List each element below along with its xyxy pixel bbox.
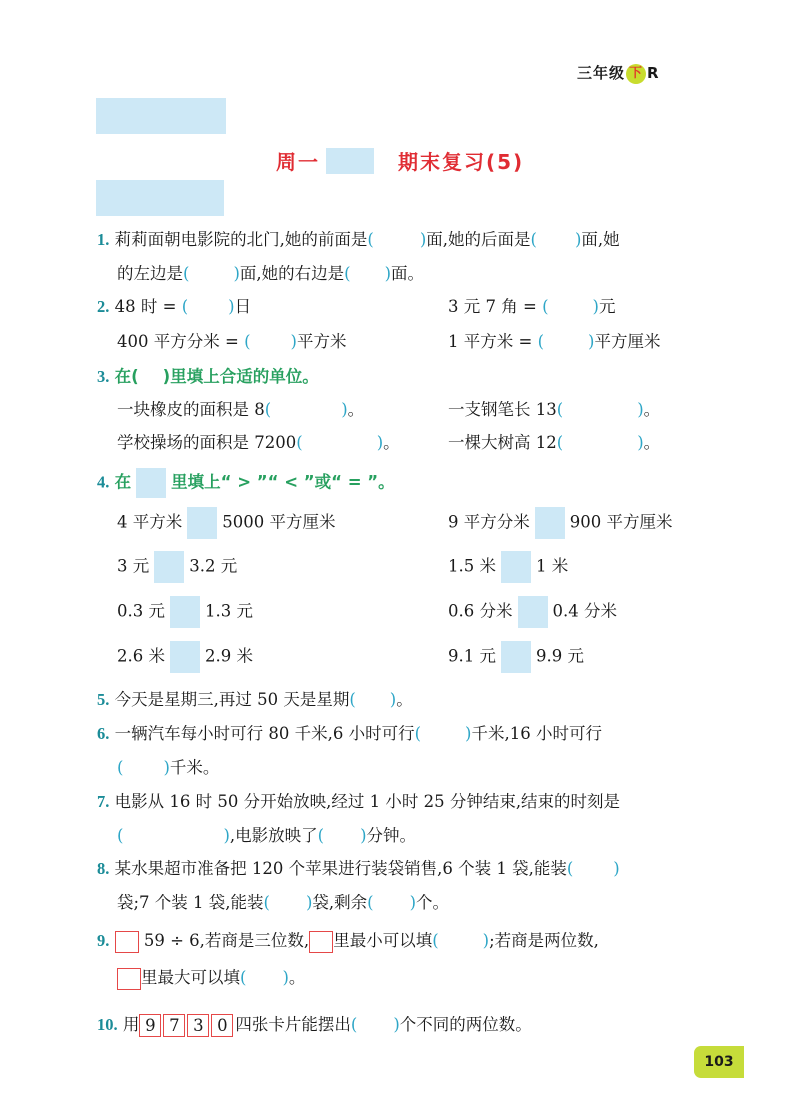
answer-blank: ( ) xyxy=(530,230,582,249)
compare-left: 3 元 xyxy=(117,556,150,576)
compare-row-3-left xyxy=(117,596,253,628)
q3-a-text: 一块橡皮的面积是 8 xyxy=(117,400,265,419)
q3-title-a: 在( xyxy=(114,367,139,386)
question-number: 2. xyxy=(97,297,110,316)
question-10 xyxy=(97,1011,532,1037)
q1-text-e: 面,她的右边是 xyxy=(239,264,345,283)
compare-answer-box[interactable] xyxy=(535,507,565,539)
q1-text-a: 莉莉面朝电影院的北门,她的前面是 xyxy=(114,230,368,249)
question-number: 7. xyxy=(97,792,110,811)
q2-c-text: 400 平方分米 = xyxy=(117,332,239,351)
q2-a-unit: 日 xyxy=(234,297,252,316)
number-card: 7 xyxy=(163,1014,185,1037)
answer-blank: ( ) xyxy=(367,893,417,912)
answer-blank: ( ) xyxy=(181,297,235,316)
highlight-box-top xyxy=(96,98,226,134)
q3-c-end: 。 xyxy=(383,433,400,452)
question-3-item-d xyxy=(448,429,660,453)
compare-left: 1.5 米 xyxy=(448,556,496,576)
question-number: 8. xyxy=(97,859,110,878)
q3-b-end: 。 xyxy=(643,400,661,419)
page-number: 103 xyxy=(694,1046,744,1078)
compare-left: 0.6 分米 xyxy=(448,601,513,621)
q1-text-c: 面,她 xyxy=(581,230,620,249)
answer-blank: ( ) xyxy=(349,690,397,709)
digit-box[interactable] xyxy=(117,968,141,990)
number-card: 9 xyxy=(139,1014,161,1037)
q3-title-b: )里填上合适的单位。 xyxy=(162,367,319,386)
compare-answer-box[interactable] xyxy=(170,596,200,628)
compare-left: 9 平方分米 xyxy=(448,512,530,532)
question-3-item-c xyxy=(117,429,400,453)
question-6-line-1 xyxy=(97,720,602,744)
q8-text-a: 某水果超市准备把 120 个苹果进行装袋销售,6 个装 1 袋,能装 xyxy=(114,859,567,878)
q10-text-c: 个不同的两位数。 xyxy=(399,1015,532,1034)
question-3-item-a xyxy=(117,396,364,420)
question-number: 5. xyxy=(97,690,110,709)
q8-text-c: 袋,剩余 xyxy=(312,893,368,912)
compare-right: 9.9 元 xyxy=(536,646,584,666)
digit-box[interactable] xyxy=(115,931,139,953)
question-number: 1. xyxy=(97,230,110,249)
compare-row-1-left xyxy=(117,507,336,539)
question-7-line-1 xyxy=(97,788,620,812)
q2-d-text: 1 平方米 = xyxy=(448,332,533,351)
q2-d-unit: 平方厘米 xyxy=(594,332,661,351)
answer-blank: ( ) xyxy=(240,968,289,987)
q9-text-e: 。 xyxy=(288,968,306,987)
q7-text-a: 电影从 16 时 50 分开始放映,经过 1 小时 25 分钟结束,结束的时刻是 xyxy=(114,792,621,811)
question-2-item-a xyxy=(97,293,251,317)
q3-c-text: 学校操场的面积是 7200 xyxy=(117,433,297,452)
q1-text-d: 的左边是 xyxy=(117,264,183,283)
answer-blank: ( ) xyxy=(264,400,348,419)
q3-b-text: 一支钢笔长 13 xyxy=(448,400,557,419)
q4-title-a: 在 xyxy=(114,472,132,492)
question-2-item-b xyxy=(448,293,615,317)
q6-text-b: 千米,16 小时可行 xyxy=(471,724,602,743)
q3-d-text: 一棵大树高 12 xyxy=(448,433,557,452)
compare-answer-box[interactable] xyxy=(170,641,200,673)
compare-row-4-right xyxy=(448,641,584,673)
title-right: 期末复习(5) xyxy=(398,150,525,174)
question-4-title xyxy=(97,468,395,498)
compare-answer-box[interactable] xyxy=(154,551,184,583)
q8-text-d: 个。 xyxy=(416,893,450,912)
answer-blank: ( ) xyxy=(542,297,599,316)
q1-text-f: 面。 xyxy=(391,264,424,283)
answer-blank: ( ) xyxy=(317,826,367,845)
question-number: 6. xyxy=(97,724,110,743)
question-3-item-b xyxy=(448,396,660,420)
q5-end: 。 xyxy=(396,690,413,709)
q3-d-end: 。 xyxy=(643,433,661,452)
question-8-line-1 xyxy=(97,855,620,879)
q1-text-b: 面,她的后面是 xyxy=(426,230,531,249)
answer-blank: ( ) xyxy=(367,230,427,249)
answer-blank: ( ) xyxy=(556,433,644,452)
question-9-line-2 xyxy=(117,964,305,990)
q7-text-c: 分钟。 xyxy=(366,826,416,845)
grade-text: 三年级 xyxy=(577,64,626,82)
compare-right: 1.3 元 xyxy=(205,601,253,621)
compare-box-sample xyxy=(136,468,166,498)
compare-right: 5000 平方厘米 xyxy=(222,512,336,532)
answer-blank: ( ) xyxy=(344,264,391,283)
question-number: 9. xyxy=(97,931,110,950)
q6-text-c: 千米。 xyxy=(169,758,220,777)
grade-label xyxy=(577,62,660,84)
compare-right: 1 米 xyxy=(536,556,569,576)
question-1-line-2 xyxy=(117,260,424,284)
answer-blank: ( ) xyxy=(183,264,240,283)
question-3-title xyxy=(97,363,319,387)
answer-blank: ( ) xyxy=(432,931,490,950)
question-2-item-c xyxy=(117,328,346,352)
question-2-item-d xyxy=(448,328,660,352)
compare-row-2-right xyxy=(448,551,568,583)
grade-badge: 下 xyxy=(626,64,646,84)
question-number: 10. xyxy=(97,1015,118,1034)
question-5 xyxy=(97,686,413,710)
answer-blank: ( ) xyxy=(263,893,313,912)
question-number: 3. xyxy=(97,367,110,386)
title-blank-box xyxy=(326,148,374,174)
answer-blank: ( ) xyxy=(537,332,595,351)
q2-b-text: 3 元 7 角 = xyxy=(448,297,537,316)
answer-blank: ( ) xyxy=(117,826,230,845)
title-left: 周一 xyxy=(276,150,320,174)
compare-left: 4 平方米 xyxy=(117,512,183,532)
q9-text-a: 59 ÷ 6,若商是三位数, xyxy=(143,931,310,950)
q4-title-b: 里填上“ > ”“ < ”或“ = ”。 xyxy=(171,472,395,492)
q10-text-b: 四张卡片能摆出 xyxy=(235,1015,351,1034)
answer-blank: ( ) xyxy=(414,724,472,743)
page-title xyxy=(276,146,524,175)
compare-row-1-right xyxy=(448,507,673,539)
q8-text-b: 袋;7 个装 1 袋,能装 xyxy=(117,893,264,912)
highlight-box-mid xyxy=(96,180,224,216)
question-9-line-1 xyxy=(97,927,599,953)
compare-row-3-right xyxy=(448,596,617,628)
q9-text-d: 里最大可以填 xyxy=(141,968,240,987)
q9-text-c: ;若商是两位数, xyxy=(489,931,599,950)
digit-box[interactable] xyxy=(309,931,333,953)
q3-a-end: 。 xyxy=(347,400,365,419)
number-card: 3 xyxy=(187,1014,209,1037)
q7-text-b: ,电影放映了 xyxy=(229,826,318,845)
question-7-line-2 xyxy=(117,822,416,846)
compare-right: 3.2 元 xyxy=(189,556,238,576)
compare-left: 0.3 元 xyxy=(117,601,165,621)
compare-answer-box[interactable] xyxy=(187,507,217,539)
compare-row-2-left xyxy=(117,551,237,583)
question-6-line-2 xyxy=(117,754,219,778)
q10-text-a: 用 xyxy=(122,1015,140,1034)
compare-right: 0.4 分米 xyxy=(552,601,617,621)
grade-suffix: R xyxy=(647,64,660,82)
answer-blank: ( ) xyxy=(556,400,644,419)
compare-row-4-left xyxy=(117,641,253,673)
q2-a-text: 48 时 = xyxy=(114,297,177,316)
compare-answer-box[interactable] xyxy=(518,596,548,628)
number-card: 0 xyxy=(211,1014,233,1037)
q6-text-a: 一辆汽车每小时可行 80 千米,6 小时可行 xyxy=(114,724,415,743)
q5-text: 今天是星期三,再过 50 天是星期 xyxy=(114,690,350,709)
compare-answer-box[interactable] xyxy=(501,551,531,583)
question-number: 4. xyxy=(97,472,110,492)
compare-left: 9.1 元 xyxy=(448,646,496,666)
answer-blank: ( ) xyxy=(296,433,384,452)
question-8-line-2 xyxy=(117,889,449,913)
compare-right: 900 平方厘米 xyxy=(569,512,673,532)
q2-c-unit: 平方米 xyxy=(296,332,347,351)
answer-blank: ( ) xyxy=(117,758,170,777)
answer-blank: ( ) xyxy=(350,1015,400,1034)
compare-right: 2.9 米 xyxy=(205,646,253,666)
q2-b-unit: 元 xyxy=(598,297,616,316)
answer-blank: ( ) xyxy=(244,332,297,351)
q9-text-b: 里最小可以填 xyxy=(333,931,433,950)
question-1-line-1 xyxy=(97,226,620,250)
compare-answer-box[interactable] xyxy=(501,641,531,673)
compare-left: 2.6 米 xyxy=(117,646,165,666)
answer-blank: ( ) xyxy=(566,859,620,878)
